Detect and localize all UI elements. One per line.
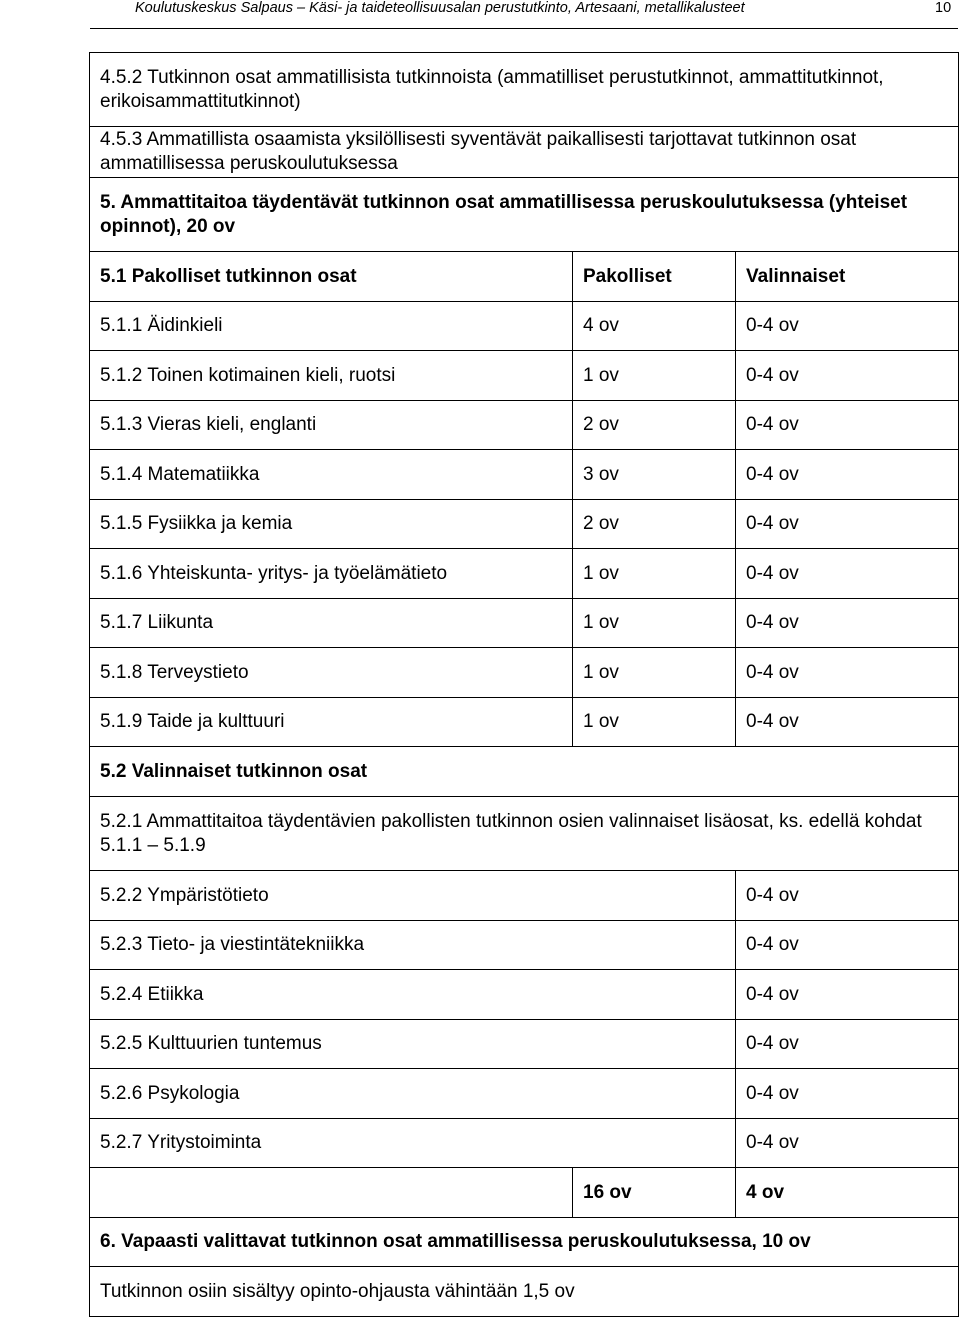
course-optional: 0-4 ov bbox=[736, 1069, 959, 1119]
table-row bbox=[90, 302, 959, 351]
course-optional: 0-4 ov bbox=[736, 549, 959, 599]
table-row bbox=[90, 698, 959, 747]
course-optional: 0-4 ov bbox=[736, 970, 959, 1020]
course-name: 5.1.8 Terveystieto bbox=[90, 648, 573, 698]
course-name: 5.2.2 Ympäristötieto bbox=[90, 871, 736, 921]
table52-header: 5.2 Valinnaiset tutkinnon osat bbox=[90, 747, 959, 797]
header-rule bbox=[90, 28, 958, 29]
table-row bbox=[90, 1119, 959, 1168]
section-row-6 bbox=[90, 1218, 959, 1267]
table51-header-row bbox=[90, 252, 959, 302]
table51-header-name: 5.1 Pakolliset tutkinnon osat bbox=[90, 252, 573, 302]
footer-note: Tutkinnon osiin sisältyy opinto-ohjausta vähintään 1,5 ov bbox=[90, 1267, 959, 1317]
table-row bbox=[90, 1020, 959, 1069]
total-optional: 4 ov bbox=[736, 1168, 959, 1218]
section-5: 5. Ammattitaitoa täydentävät tutkinnon osat ammatillisessa peruskoulutuksessa (yhteiset opinnot), 20 ov bbox=[90, 178, 959, 252]
course-optional: 0-4 ov bbox=[736, 599, 959, 648]
course-name: 5.1.5 Fysiikka ja kemia bbox=[90, 500, 573, 549]
table-row bbox=[90, 549, 959, 599]
course-optional: 0-4 ov bbox=[736, 450, 959, 500]
page-number: 10 bbox=[935, 0, 952, 16]
table-row bbox=[90, 351, 959, 401]
table-row bbox=[90, 450, 959, 500]
course-name: 5.2.6 Psykologia bbox=[90, 1069, 736, 1119]
course-mandatory: 1 ov bbox=[573, 599, 736, 648]
course-mandatory: 1 ov bbox=[573, 351, 736, 401]
table-row bbox=[90, 401, 959, 450]
curriculum-table bbox=[89, 52, 959, 1317]
course-name: 5.1.4 Matematiikka bbox=[90, 450, 573, 500]
course-optional: 0-4 ov bbox=[736, 1020, 959, 1069]
course-optional: 0-4 ov bbox=[736, 871, 959, 921]
footer-note-row bbox=[90, 1267, 959, 1317]
table-row bbox=[90, 500, 959, 549]
course-name: 5.1.1 Äidinkieli bbox=[90, 302, 573, 351]
section-row-452 bbox=[90, 53, 959, 127]
course-name: 5.1.9 Taide ja kulttuuri bbox=[90, 698, 573, 747]
course-name: 5.1.7 Liikunta bbox=[90, 599, 573, 648]
header-title: Koulutuskeskus Salpaus – Käsi- ja taideteollisuusalan perustutkinto, Artesaani, metallikalusteet bbox=[135, 0, 745, 16]
course-optional: 0-4 ov bbox=[736, 698, 959, 747]
course-name: 5.1.6 Yhteiskunta- yritys- ja työelämätieto bbox=[90, 549, 573, 599]
course-optional: 0-4 ov bbox=[736, 351, 959, 401]
course-optional: 0-4 ov bbox=[736, 921, 959, 970]
course-optional: 0-4 ov bbox=[736, 401, 959, 450]
course-mandatory: 1 ov bbox=[573, 698, 736, 747]
section-row-5 bbox=[90, 178, 959, 252]
section-452: 4.5.2 Tutkinnon osat ammatillisista tutkinnoista (ammatilliset perustutkinnot, ammattitutkinnot, erikoisammattitutkinnot) bbox=[90, 53, 959, 127]
course-name: 5.2.3 Tieto- ja viestintätekniikka bbox=[90, 921, 736, 970]
table52-intro-row bbox=[90, 797, 959, 871]
course-optional: 0-4 ov bbox=[736, 302, 959, 351]
page-header bbox=[0, 0, 960, 36]
table-row bbox=[90, 1069, 959, 1119]
totals-empty-cell bbox=[90, 1168, 573, 1218]
table-row bbox=[90, 599, 959, 648]
course-mandatory: 2 ov bbox=[573, 401, 736, 450]
course-mandatory: 1 ov bbox=[573, 648, 736, 698]
table52-intro: 5.2.1 Ammattitaitoa täydentävien pakollisten tutkinnon osien valinnaiset lisäosat, ks. edellä kohdat 5.1.1 – 5.1.9 bbox=[90, 797, 959, 871]
table-row bbox=[90, 970, 959, 1020]
course-name: 5.2.5 Kulttuurien tuntemus bbox=[90, 1020, 736, 1069]
table-row bbox=[90, 648, 959, 698]
section-row-453 bbox=[90, 127, 959, 178]
course-mandatory: 2 ov bbox=[573, 500, 736, 549]
course-name: 5.2.7 Yritystoiminta bbox=[90, 1119, 736, 1168]
course-mandatory: 3 ov bbox=[573, 450, 736, 500]
course-optional: 0-4 ov bbox=[736, 1119, 959, 1168]
course-optional: 0-4 ov bbox=[736, 500, 959, 549]
table-row bbox=[90, 921, 959, 970]
section-453: 4.5.3 Ammatillista osaamista yksilöllisesti syventävät paikallisesti tarjottavat tutkinnon osat ammatillisessa peruskoulutuksessa bbox=[90, 127, 959, 178]
course-mandatory: 4 ov bbox=[573, 302, 736, 351]
table-row bbox=[90, 871, 959, 921]
course-name: 5.1.2 Toinen kotimainen kieli, ruotsi bbox=[90, 351, 573, 401]
course-name: 5.1.3 Vieras kieli, englanti bbox=[90, 401, 573, 450]
course-mandatory: 1 ov bbox=[573, 549, 736, 599]
course-optional: 0-4 ov bbox=[736, 648, 959, 698]
total-mandatory: 16 ov bbox=[573, 1168, 736, 1218]
table51-header-mandatory: Pakolliset bbox=[573, 252, 736, 302]
course-name: 5.2.4 Etiikka bbox=[90, 970, 736, 1020]
section-6: 6. Vapaasti valittavat tutkinnon osat ammatillisessa peruskoulutuksessa, 10 ov bbox=[90, 1218, 959, 1267]
table51-header-optional: Valinnaiset bbox=[736, 252, 959, 302]
totals-row bbox=[90, 1168, 959, 1218]
table52-header-row bbox=[90, 747, 959, 797]
